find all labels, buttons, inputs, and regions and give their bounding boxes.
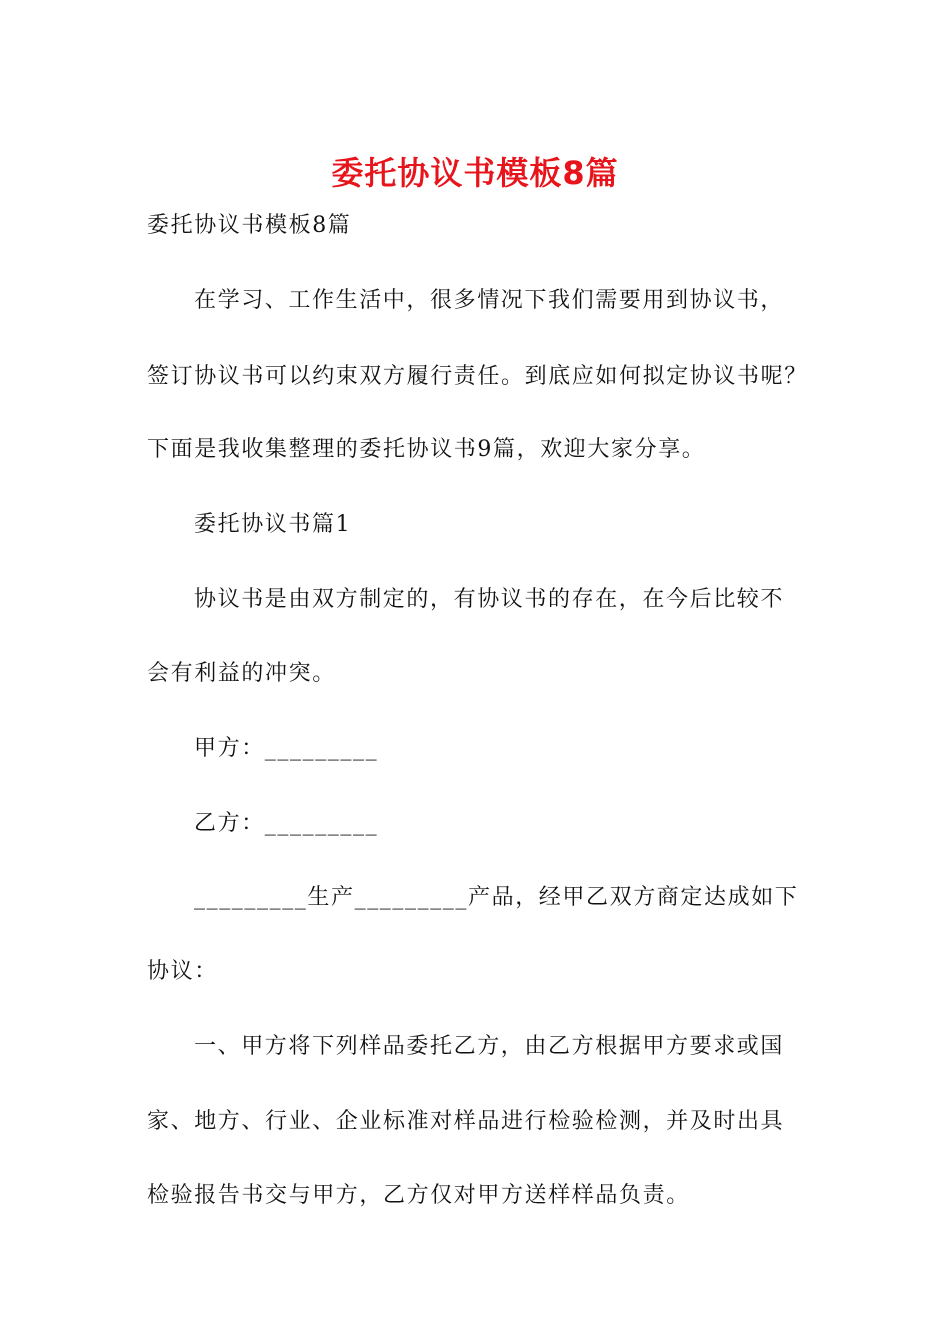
party-a-line: 甲方：_________ <box>194 736 379 761</box>
section-heading: 委托协议书篇1 <box>194 512 352 537</box>
section-intro-line-2: 会有利益的冲突。 <box>147 661 336 686</box>
document-subtitle: 委托协议书模板8篇 <box>147 213 352 238</box>
clause-one-line-1: 一、甲方将下列样品委托乙方，由乙方根据甲方要求或国 <box>194 1034 785 1059</box>
clause-one-line-3: 检验报告书交与甲方，乙方仅对甲方送样样品负责。 <box>147 1183 690 1208</box>
agreement-line-2: 协议： <box>147 959 218 984</box>
party-b-line: 乙方：_________ <box>194 811 379 836</box>
document-title: 委托协议书模板8篇 <box>331 154 619 192</box>
agreement-line-1: _________生产_________产品，经甲乙双方商定达成如下 <box>194 885 799 910</box>
intro-line-1: 在学习、工作生活中，很多情况下我们需要用到协议书， <box>194 288 785 313</box>
intro-line-2: 签订协议书可以约束双方履行责任。到底应如何拟定协议书呢？ <box>147 364 808 389</box>
clause-one-line-2: 家、地方、行业、企业标准对样品进行检验检测，并及时出具 <box>147 1109 785 1134</box>
section-intro-line-1: 协议书是由双方制定的，有协议书的存在，在今后比较不 <box>194 587 785 612</box>
intro-line-3: 下面是我收集整理的委托协议书9篇，欢迎大家分享。 <box>147 437 706 462</box>
